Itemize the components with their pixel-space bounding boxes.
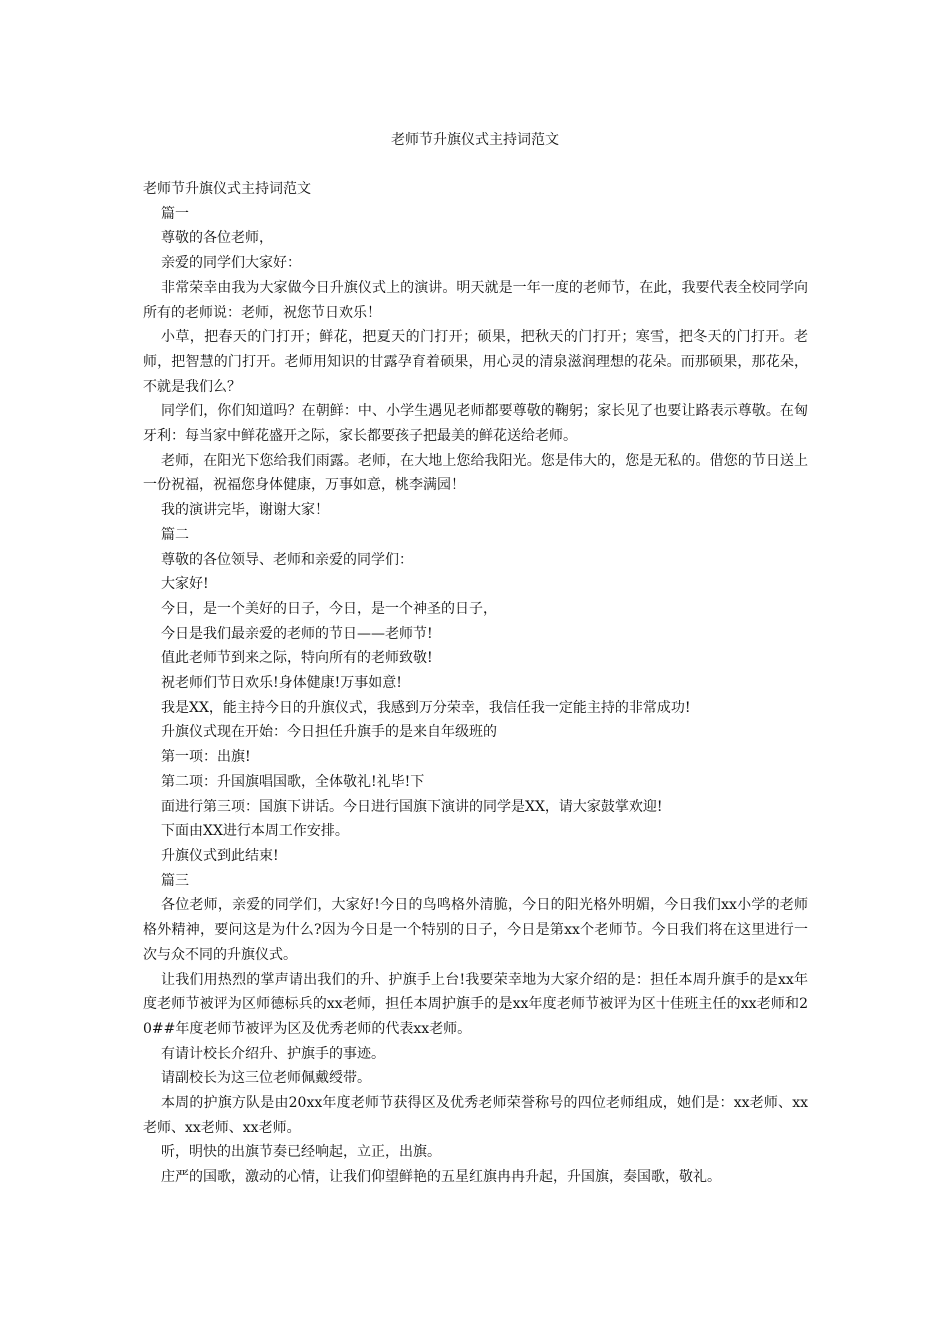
paragraph: 今日，是一个美好的日子，今日，是一个神圣的日子， xyxy=(161,600,497,617)
paragraph: 尊敬的各位老师， xyxy=(161,230,273,247)
paragraph: 升旗仪式到此结束! xyxy=(161,847,279,864)
paragraph: 篇二 xyxy=(161,526,189,543)
paragraph: 我的演讲完毕，谢谢大家！ xyxy=(161,502,329,519)
document-body xyxy=(143,177,808,1190)
paragraph: 第一项：出旗! xyxy=(161,749,251,766)
paragraph: 庄严的国歌，激动的心情，让我们仰望鲜艳的五星红旗冉冉升起，升国旗，奏国歌，敬礼。 xyxy=(161,1169,721,1186)
paragraph: 听，明快的出旗节奏已经响起，立正，出旗。 xyxy=(161,1144,441,1161)
paragraph: 亲爱的同学们大家好： xyxy=(161,255,301,272)
paragraph: 下面由XX进行本周工作安排。 xyxy=(161,823,349,840)
paragraph: 大家好! xyxy=(161,576,209,593)
paragraph: 非常荣幸由我为大家做今日升旗仪式上的演讲。明天就是一年一度的老师节，在此，我要代表全校同学向所有的老师说：老师，祝您节日欢乐！ xyxy=(143,279,808,321)
paragraph: 值此老师节到来之际，特向所有的老师致敬! xyxy=(161,650,433,667)
document-title: 老师节升旗仪式主持词范文 xyxy=(391,132,559,148)
paragraph: 让我们用热烈的掌声请出我们的升、护旗手上台!我要荣幸地为大家介绍的是：担任本周升旗手的是xx年度老师节被评为区师德标兵的xx老师，担任本周护旗手的是xx年度老师节被评为区十佳班主任的xx老师和20##年度老师节被评为区及优秀老师的代表xx老师。 xyxy=(143,971,808,1037)
paragraph: 篇三 xyxy=(161,872,189,889)
paragraph: 祝老师们节日欢乐!身体健康!万事如意! xyxy=(161,675,402,692)
paragraph: 老师，在阳光下您给我们雨露。老师，在大地上您给我阳光。您是伟大的，您是无私的。借您的节日送上一份祝福，祝福您身体健康，万事如意，桃李满园！ xyxy=(143,452,808,494)
paragraph: 面进行第三项：国旗下讲话。今日进行国旗下演讲的同学是XX，请大家鼓掌欢迎! xyxy=(161,798,663,815)
paragraph: 老师节升旗仪式主持词范文 xyxy=(143,181,311,197)
paragraph: 今日是我们最亲爱的老师的节日——老师节! xyxy=(161,625,433,642)
paragraph: 尊敬的各位领导、老师和亲爱的同学们： xyxy=(161,551,413,568)
paragraph: 升旗仪式现在开始：今日担任升旗手的是来自年级班的 xyxy=(161,724,497,741)
paragraph: 篇一 xyxy=(161,205,189,222)
paragraph: 我是XX，能主持今日的升旗仪式，我感到万分荣幸，我信任我一定能主持的非常成功! xyxy=(161,699,691,716)
paragraph: 小草，把春天的门打开；鲜花，把夏天的门打开；硕果，把秋天的门打开；寒雪，把冬天的门打开。老师，把智慧的门打开。老师用知识的甘露孕育着硕果，用心灵的清泉滋润理想的花朵。而那硕果，那花朵，不就是我们么？ xyxy=(143,329,808,395)
paragraph: 同学们，你们知道吗？在朝鲜：中、小学生遇见老师都要尊敬的鞠躬；家长见了也要让路表示尊敬。在匈牙利：每当家中鲜花盛开之际，家长都要孩子把最美的鲜花送给老师。 xyxy=(143,403,808,445)
paragraph: 本周的护旗方队是由20xx年度老师节获得区及优秀老师荣誉称号的四位老师组成，她们是：xx老师、xx老师、xx老师、xx老师。 xyxy=(143,1095,808,1136)
paragraph: 请副校长为这三位老师佩戴绶带。 xyxy=(161,1070,371,1087)
paragraph: 有请计校长介绍升、护旗手的事迹。 xyxy=(161,1045,385,1062)
paragraph: 各位老师，亲爱的同学们，大家好!今日的鸟鸣格外清脆，今日的阳光格外明媚，今日我们xx小学的老师格外精神，要问这是为什么?因为今日是一个特别的日子，今日是第xx个老师节。今日我们将在这里进行一次与众不同的升旗仪式。 xyxy=(143,897,808,963)
paragraph: 第二项：升国旗唱国歌，全体敬礼!礼毕!下 xyxy=(161,773,425,790)
